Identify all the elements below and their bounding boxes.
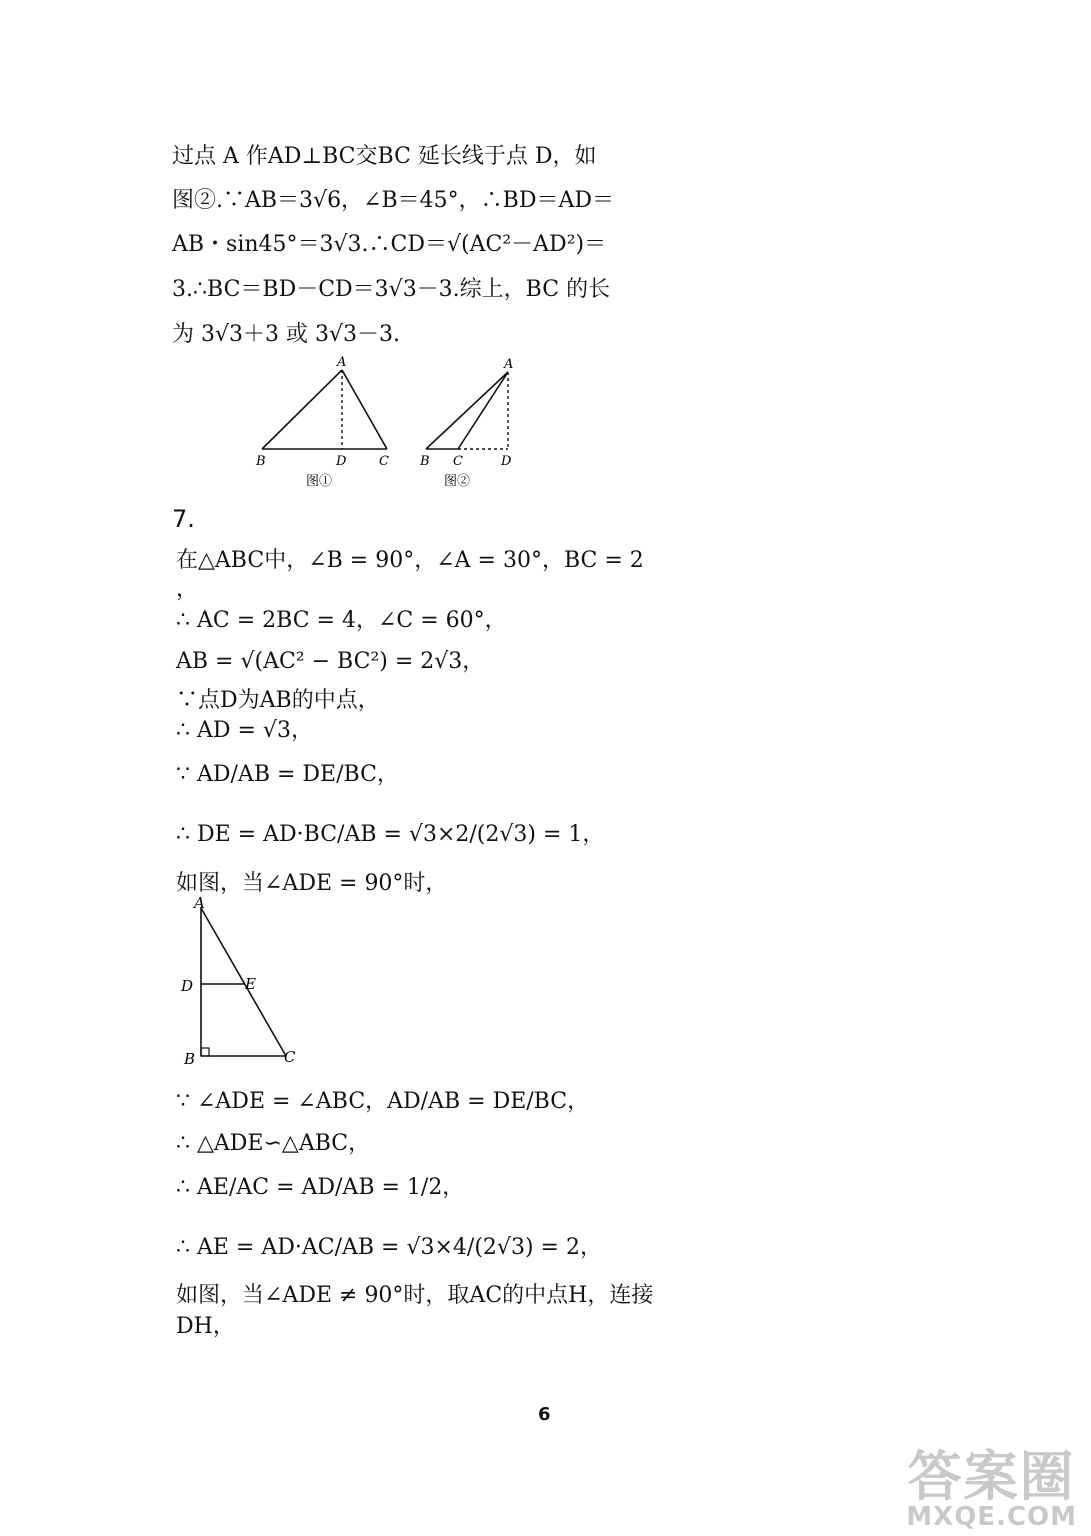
page-number: 6 bbox=[538, 1404, 551, 1425]
fig3-label-E: E bbox=[245, 975, 256, 993]
p6-line-1: 过点 A 作AD⊥BC交BC 延长线于点 D，如 bbox=[172, 144, 597, 169]
figure-1 bbox=[255, 355, 389, 489]
q7-step-4: ∵点D为AB的中点， bbox=[176, 688, 380, 713]
q7-step-8: 如图，当∠ADE = 90°时， bbox=[176, 871, 448, 896]
figure-3 bbox=[176, 892, 306, 1072]
figures-1-2 bbox=[250, 352, 550, 492]
q7-step-9: ∵ ∠ADE = ∠ABC，AD/AB = DE/BC， bbox=[176, 1089, 590, 1114]
fig1-label-A: A bbox=[337, 355, 347, 370]
figure-2 bbox=[419, 357, 513, 489]
p6-line-2: 图②.∵AB＝3√6，∠B＝45°，∴BD＝AD＝ bbox=[172, 188, 614, 213]
q7-step-2: ∴ AC = 2BC = 4，∠C = 60°， bbox=[176, 608, 507, 633]
watermark-bottom: MXQE.COM bbox=[906, 1502, 1077, 1532]
fig2-caption: 图② bbox=[444, 474, 471, 489]
q7-step-6: ∵ AD/AB = DE/BC， bbox=[176, 762, 399, 787]
fig1-label-C: C bbox=[379, 454, 389, 469]
fig1-caption: 图① bbox=[306, 474, 333, 489]
q7-step-14: DH， bbox=[176, 1314, 235, 1339]
p6-line-3: AB・sin45°＝3√3.∴CD＝√(AC²－AD²)＝ bbox=[172, 232, 607, 257]
watermark-top: 答案圈 bbox=[907, 1445, 1076, 1508]
q7-step-10: ∴ △ADE∽△ABC， bbox=[176, 1131, 371, 1156]
fig3-label-D: D bbox=[181, 977, 194, 995]
p6-line-4: 3.∴BC＝BD－CD＝3√3－3.综上，BC 的长 bbox=[172, 277, 611, 302]
p6-line-5: 为 3√3＋3 或 3√3－3. bbox=[172, 322, 400, 347]
fig3-label-C: C bbox=[284, 1048, 296, 1066]
fig3-label-B: B bbox=[184, 1050, 196, 1068]
fig2-label-B: B bbox=[420, 454, 430, 469]
fig2-label-A: A bbox=[504, 357, 514, 372]
q7-step-3: AB = √(AC² − BC²) = 2√3， bbox=[176, 649, 485, 674]
fig1-label-B: B bbox=[256, 454, 266, 469]
q7-step-1b: ， bbox=[176, 577, 199, 602]
q7-step-11: ∴ AE/AC = AD/AB = 1/2， bbox=[176, 1175, 465, 1200]
fig2-label-C: C bbox=[453, 454, 463, 469]
q7-step-1: 在△ABC中，∠B = 90°，∠A = 30°，BC = 2 bbox=[176, 548, 644, 573]
fig2-label-D: D bbox=[501, 454, 512, 469]
fig3-label-A: A bbox=[194, 894, 205, 912]
watermark-logo bbox=[906, 1445, 1077, 1532]
q7-step-7: ∴ DE = AD·BC/AB = √3×2/(2√3) = 1， bbox=[176, 822, 605, 847]
q7-step-13: 如图，当∠ADE ≠ 90°时，取AC的中点H，连接 bbox=[176, 1283, 654, 1308]
q7-step-12: ∴ AE = AD·AC/AB = √3×4/(2√3) = 2， bbox=[176, 1235, 602, 1260]
fig1-label-D: D bbox=[336, 454, 347, 469]
q7-step-5: ∴ AD = √3， bbox=[176, 718, 313, 743]
question-number: 7. bbox=[172, 505, 195, 533]
